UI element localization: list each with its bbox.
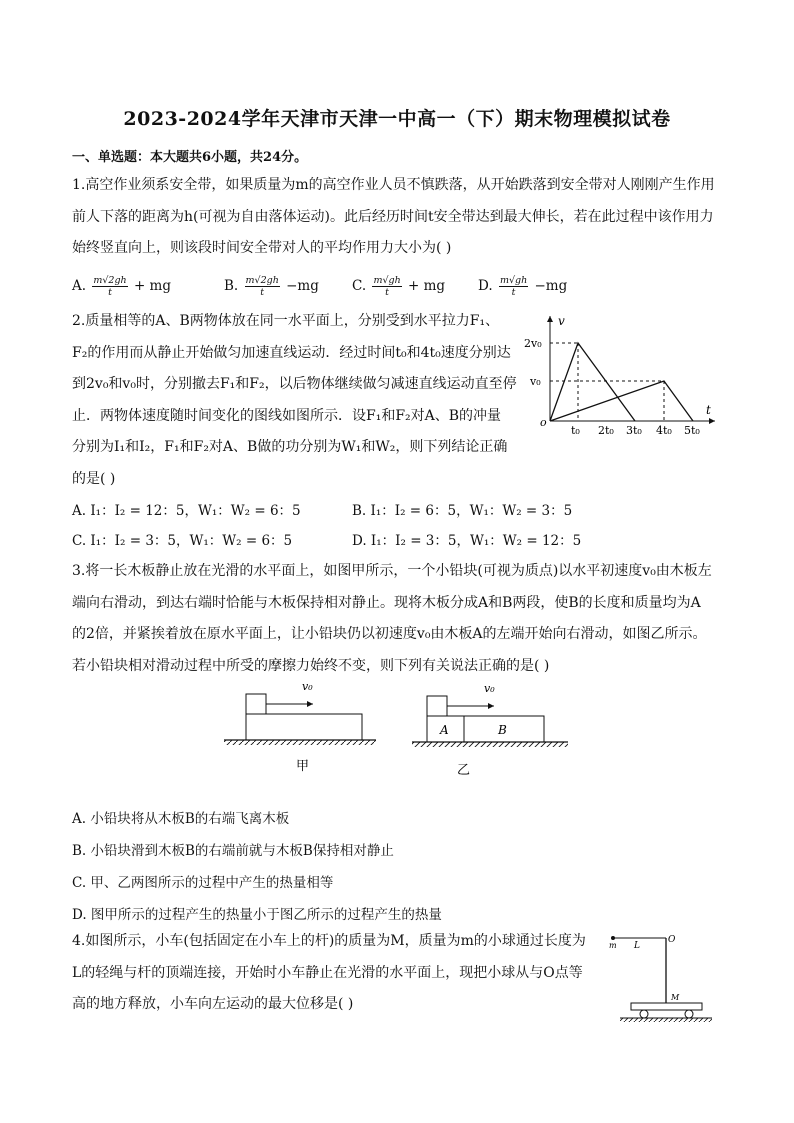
fraction: $\frac{m√2gh}{t}$ bbox=[93, 275, 127, 298]
question-1-line: 1.高空作业须系安全带，如果质量为m的高空作业人员不慎跌落，从开始跌落到安全带对人刚刚产生作用 bbox=[72, 177, 715, 193]
question-3-line: 若小铅块相对滑动过程中所受的摩擦力始终不变，则下列有关说法正确的是( ) bbox=[72, 657, 550, 674]
question-2-line: 2.质量相等的A、B两物体放在同一水平面上，分别受到水平拉力F₁、 bbox=[72, 313, 500, 329]
q1-option-a[interactable]: A. $\frac{m√2gh}{t}$ + mg bbox=[72, 275, 171, 298]
long-board bbox=[246, 714, 362, 740]
label-b: B bbox=[498, 723, 507, 737]
question-1-line: 始终竖直向上，则该段时间安全带对人的平均作用力大小为( ) bbox=[72, 240, 452, 257]
question-2-line: 止．两物体速度随时间变化的图线如图所示．设F₁和F₂对A、B的冲量 bbox=[72, 407, 502, 424]
question-1-line: 前人下落的距离为h(可视为自由落体运动)。此后经历时间t安全带达到最大伸长，若在此过程中该作用力 bbox=[72, 208, 714, 225]
q3-option-c[interactable]: C. 甲、乙两图所示的过程中产生的热量相等 bbox=[72, 875, 334, 891]
question-3-line: 3.将一长木板静止放在光滑的水平面上，如图甲所示，一个小铅块(可视为质点)以水平初速度v₀由木板左 bbox=[72, 563, 712, 579]
q3-option-d[interactable]: D. 图甲所示的过程产生的热量小于图乙所示的过程产生的热量 bbox=[72, 907, 442, 923]
q3-option-a[interactable]: A. 小铅块将从木板B的右端飞离木板 bbox=[72, 811, 290, 827]
question-3-line: 端向右滑动，到达右端时恰能与木板保持相对静止。现将木板分成A和B两段，使B的长度和质量均为A bbox=[72, 594, 701, 611]
q3-option-b[interactable]: B. 小铅块滑到木板B的右端前就与木板B保持相对静止 bbox=[72, 843, 394, 859]
ground-hatch bbox=[412, 742, 568, 747]
ball-label: m bbox=[609, 941, 617, 950]
question-4-stem bbox=[72, 926, 586, 1021]
question-2-line: 到2v₀和v₀时，分别撤去F₁和F₂，以后物体继续做匀减速直线运动直至停 bbox=[72, 376, 517, 393]
q2-option-b[interactable]: B. I₁：I₂ = 6：5，W₁：W₂ = 3：5 bbox=[352, 503, 573, 519]
wheel-left bbox=[640, 1010, 648, 1018]
origin-label: o bbox=[540, 416, 547, 429]
cart-body bbox=[631, 1003, 702, 1010]
rope-label: L bbox=[634, 941, 640, 951]
figure-cart bbox=[600, 926, 720, 1026]
question-2-line: F₂的作用而从静止开始做匀加速直线运动．经过时间t₀和4t₀速度分别达 bbox=[72, 344, 511, 361]
t-axis-label: t bbox=[706, 403, 711, 417]
question-4-line: 高的地方释放，小车向左运动的最大位移是( ) bbox=[72, 996, 354, 1013]
question-2-line: 分别为I₁和I₂，F₁和F₂对A、B做的功分别为W₁和W₂，则下列结论正确 bbox=[72, 439, 508, 456]
lead-block bbox=[246, 694, 266, 714]
y-tick-2v0: 2v₀ bbox=[524, 337, 542, 350]
cart-label: M bbox=[671, 993, 680, 1002]
question-2-stem bbox=[72, 306, 517, 496]
q2-option-a[interactable]: A. I₁：I₂ = 12：5，W₁：W₂ = 6：5 bbox=[72, 503, 301, 519]
question-3-line: 的2倍，并紧挨着放在原水平面上，让小铅块仍以初速度v₀由木板A的左端开始向右滑动，如图乙所示。 bbox=[72, 626, 707, 643]
q1-option-d[interactable]: D. $\frac{m√gh}{t}$ −mg bbox=[478, 275, 568, 298]
q1-option-b[interactable]: B. $\frac{m√2gh}{t}$ −mg bbox=[224, 275, 319, 298]
question-4-line: L的轻绳与杆的顶端连接，开始时小车静止在光滑的水平面上，现把小球从与O点等 bbox=[72, 964, 583, 981]
question-3-stem bbox=[72, 556, 712, 682]
fraction: $\frac{m√gh}{t}$ bbox=[373, 275, 401, 298]
ground-hatch bbox=[620, 1018, 712, 1022]
fraction: $\frac{m√2gh}{t}$ bbox=[245, 275, 279, 298]
x-tick-t0: t₀ bbox=[571, 424, 580, 437]
q2-option-d[interactable]: D. I₁：I₂ = 3：5，W₁：W₂ = 12：5 bbox=[352, 533, 582, 549]
fraction: $\frac{m√gh}{t}$ bbox=[499, 275, 528, 298]
velocity-label: v₀ bbox=[484, 682, 495, 695]
v-axis-label: v bbox=[558, 314, 565, 328]
pivot-label: O bbox=[668, 935, 676, 945]
caption-jia: 甲 bbox=[296, 759, 310, 774]
line-a bbox=[550, 343, 635, 421]
x-tick-4t0: 4t₀ bbox=[656, 424, 672, 437]
x-tick-3t0: 3t₀ bbox=[626, 424, 642, 437]
section-heading: 一、单选题：本大题共6小题，共24分。 bbox=[72, 150, 308, 165]
exam-title: 2023-2024学年天津市天津一中高一（下）期末物理模拟试卷 bbox=[123, 108, 671, 130]
velocity-label: v₀ bbox=[302, 680, 313, 693]
x-tick-2t0: 2t₀ bbox=[598, 424, 614, 437]
x-tick-5t0: 5t₀ bbox=[684, 424, 700, 437]
ground-hatch bbox=[224, 740, 376, 745]
figure-yi bbox=[408, 676, 573, 784]
question-1-stem bbox=[72, 170, 715, 265]
label-a: A bbox=[440, 723, 449, 737]
q1-option-c[interactable]: C. $\frac{m√gh}{t}$ + mg bbox=[352, 275, 446, 298]
q2-option-c[interactable]: C. I₁：I₂ = 3：5，W₁：W₂ = 6：5 bbox=[72, 533, 293, 549]
caption-yi: 乙 bbox=[457, 763, 471, 778]
question-4-line: 4.如图所示，小车(包括固定在小车上的杆)的质量为M，质量为m的小球通过长度为 bbox=[72, 933, 586, 949]
figure-jia bbox=[218, 676, 378, 780]
lead-block bbox=[427, 696, 447, 716]
line-b bbox=[550, 381, 693, 421]
y-tick-v0: v₀ bbox=[530, 375, 541, 388]
velocity-time-graph bbox=[520, 308, 720, 442]
wheel-right bbox=[685, 1010, 693, 1018]
question-2-line: 的是( ) bbox=[72, 470, 116, 487]
